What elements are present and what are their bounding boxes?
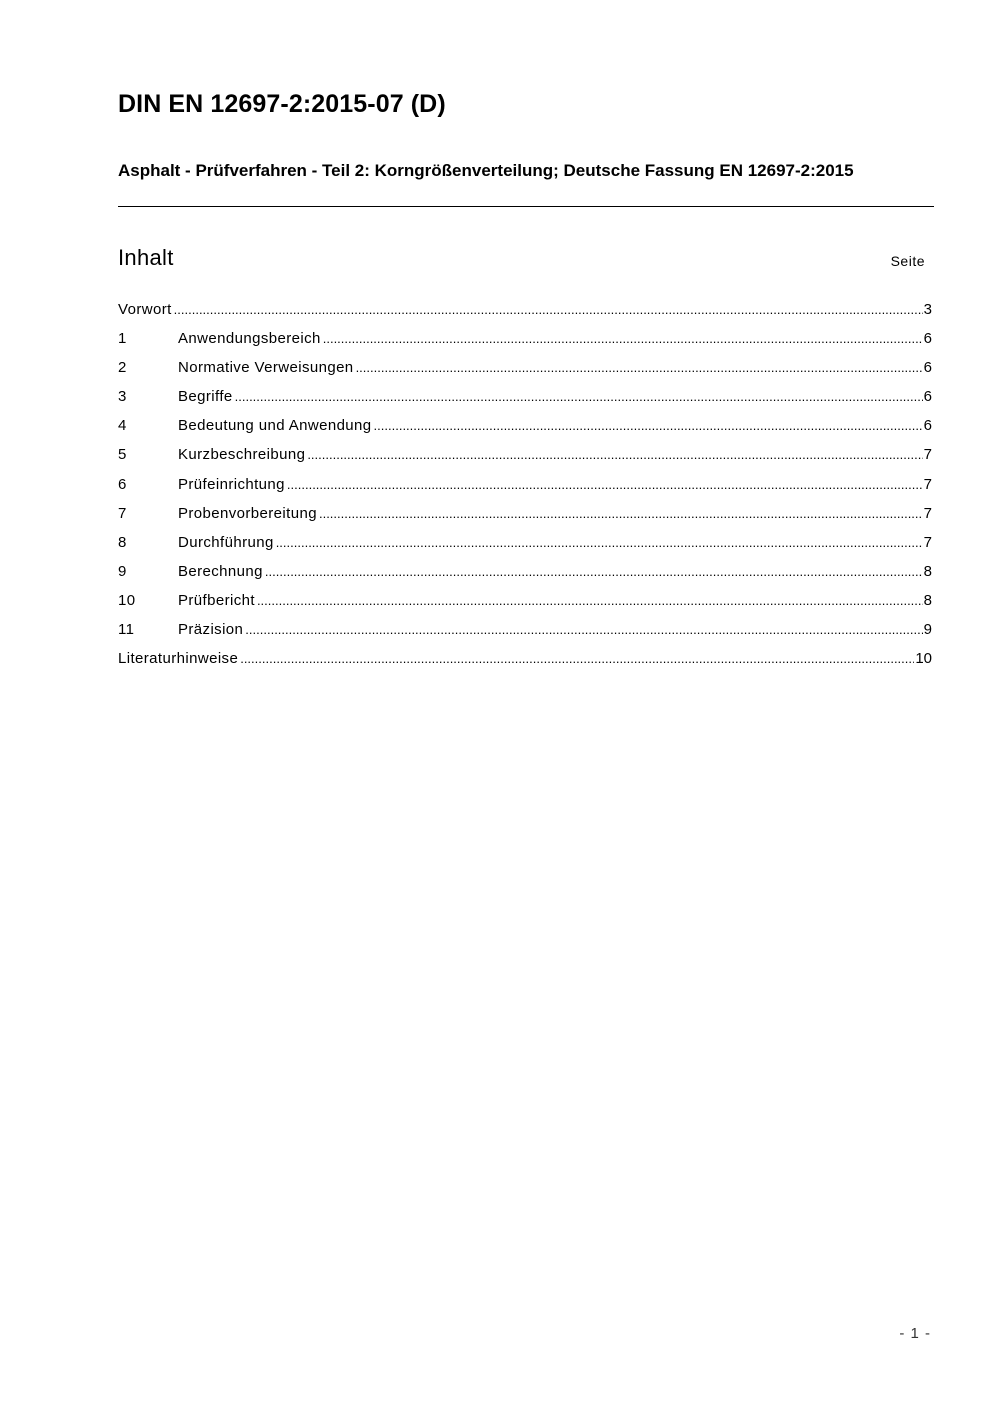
- toc-entry-anwendungsbereich[interactable]: [118, 330, 932, 359]
- toc-dot-leader: [257, 593, 923, 608]
- toc-entry-number: 4: [118, 417, 127, 435]
- toc-entry-label: Anwendungsbereich: [178, 330, 321, 348]
- toc-entry-label: Normative Verweisungen: [178, 359, 354, 377]
- toc-dot-leader: [307, 447, 922, 462]
- toc-dot-leader: [323, 331, 923, 346]
- toc-entry-number: 10: [118, 591, 136, 609]
- toc-dot-leader: [319, 506, 923, 521]
- toc-dot-leader: [265, 564, 923, 579]
- toc-entry-pruefbericht[interactable]: [118, 592, 932, 621]
- toc-entry-page: 8: [923, 562, 932, 580]
- toc-entry-begriffe[interactable]: [118, 388, 932, 417]
- toc-entry-durchfuehrung[interactable]: [118, 534, 932, 563]
- toc-entry-page: 6: [923, 359, 932, 377]
- toc-entry-kurzbeschreibung[interactable]: [118, 446, 932, 475]
- toc-dot-leader: [374, 418, 923, 433]
- toc-entry-normative-verweisungen[interactable]: [118, 359, 932, 388]
- toc-entry-label: Probenvorbereitung: [178, 504, 317, 522]
- toc-entry-bedeutung-und-anwendung[interactable]: [118, 417, 932, 446]
- toc-entry-label: Begriffe: [178, 388, 233, 406]
- toc-entry-number: 2: [118, 359, 127, 377]
- toc-entry-number: 6: [118, 475, 127, 493]
- toc-entry-label: Kurzbeschreibung: [178, 446, 306, 464]
- toc-heading: Inhalt: [118, 245, 174, 270]
- toc-entry-praezision[interactable]: [118, 621, 932, 650]
- toc-entry-label: Durchführung: [178, 533, 274, 551]
- toc-entry-page: 8: [923, 591, 932, 609]
- toc-entry-label: Bedeutung und Anwendung: [178, 417, 372, 435]
- toc-entry-berechnung[interactable]: [118, 563, 932, 592]
- toc-entry-page: 10: [915, 650, 932, 668]
- toc-entry-pruefeinrichtung[interactable]: [118, 476, 932, 505]
- toc-entry-page: 6: [923, 388, 932, 406]
- toc-entry-literaturhinweise[interactable]: [118, 650, 932, 679]
- toc-entry-page: 3: [923, 301, 932, 318]
- toc-entry-label: Vorwort: [118, 301, 172, 318]
- table-of-contents: [118, 301, 932, 679]
- toc-entry-page: 6: [923, 330, 932, 348]
- toc-dot-leader: [174, 302, 923, 317]
- toc-dot-leader: [235, 389, 923, 404]
- toc-entry-number: 8: [118, 533, 127, 551]
- toc-entry-page: 6: [923, 417, 932, 435]
- toc-entry-page: 7: [923, 475, 932, 493]
- toc-entry-number: 3: [118, 388, 127, 406]
- toc-entry-number: 9: [118, 562, 127, 580]
- toc-entry-page: 7: [923, 504, 932, 522]
- toc-entry-vorwort[interactable]: [118, 301, 932, 330]
- toc-entry-page: 9: [923, 621, 932, 639]
- page-number: - 1 -: [899, 1325, 931, 1342]
- toc-entry-page: 7: [923, 533, 932, 551]
- toc-dot-leader: [287, 477, 923, 492]
- title-divider: [118, 206, 934, 207]
- document-subtitle: Asphalt - Prüfverfahren - Teil 2: Korngrößenverteilung; Deutsche Fassung EN 12697-2:2015: [118, 161, 854, 180]
- toc-entry-label: Literaturhinweise: [118, 650, 239, 668]
- toc-entry-probenvorbereitung[interactable]: [118, 505, 932, 534]
- document-title: DIN EN 12697-2:2015-07 (D): [118, 90, 446, 118]
- toc-entry-number: 7: [118, 504, 127, 522]
- toc-entry-label: Prüfeinrichtung: [178, 475, 285, 493]
- toc-page-column-label: Seite: [890, 253, 925, 269]
- toc-dot-leader: [356, 360, 923, 375]
- toc-entry-page: 7: [923, 446, 932, 464]
- toc-entry-label: Präzision: [178, 621, 244, 639]
- toc-entry-label: Berechnung: [178, 562, 263, 580]
- toc-dot-leader: [240, 651, 914, 666]
- toc-entry-number: 1: [118, 330, 127, 348]
- toc-entry-label: Prüfbericht: [178, 591, 255, 609]
- toc-entry-number: 11: [118, 621, 135, 639]
- toc-entry-number: 5: [118, 446, 127, 464]
- toc-dot-leader: [245, 622, 922, 637]
- toc-dot-leader: [276, 535, 923, 550]
